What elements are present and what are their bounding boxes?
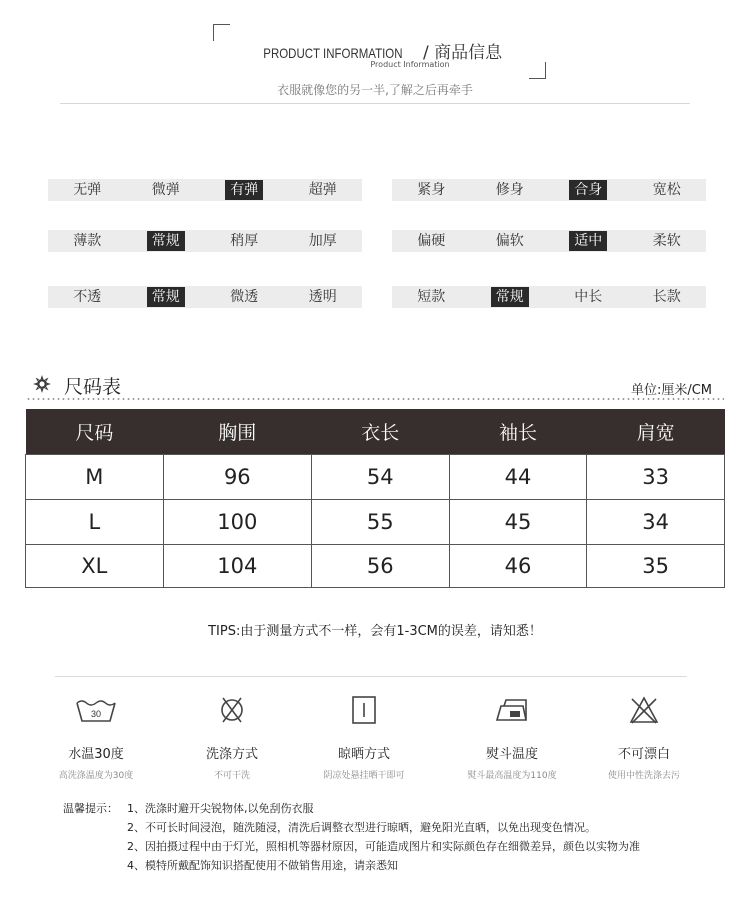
attribute-option-label: 超弹 [308,182,337,198]
care-item-washing-method [162,695,302,781]
wash-30-icon [74,695,118,725]
attribute-option-label: 修身 [495,182,524,198]
care-label: 洗涤方式 [205,747,258,762]
attribute-option [205,230,284,252]
header-sleeve: 袖长 [449,409,587,455]
attribute-row [48,286,362,308]
header-shoulder: 肩宽 [587,409,725,455]
attribute-option [392,230,471,252]
attribute-option [127,179,206,201]
attribute-option [48,230,127,252]
attribute-option [628,230,707,252]
attribute-option-selected: 常规 [147,231,185,251]
cell-chest: 100 [163,500,311,545]
attribute-option-label: 薄款 [73,233,102,249]
attribute-option-label: 柔软 [652,233,681,249]
line-dry-icon [342,695,386,725]
size-table [25,409,725,588]
reminder-item: 1、洗涤时避开尖锐物体,以免刮伤衣服 [127,802,314,815]
size-chart-title: 尺码表 [64,376,122,398]
attribute-row [392,179,706,201]
sun-badge-icon [33,375,51,393]
cell-size: XL [26,545,164,588]
size-table-header-row [26,409,725,455]
attribute-option [549,286,628,308]
attribute-group-left [48,179,362,308]
attribute-option [284,286,363,308]
attribute-option [205,286,284,308]
care-sublabel: 熨斗最高温度为110度 [467,771,557,781]
reminder-item: 2、因拍摄过程中由于灯光，照相机等器材原因，可能造成图片和实际颜色存在细微差异，颜色以实物为准 [127,840,640,853]
cell-shoulder: 33 [587,455,725,500]
attribute-option [392,179,471,201]
care-item-drying [294,695,434,781]
attribute-option [392,286,471,308]
care-label: 不可漂白 [617,747,670,762]
care-label: 熨斗温度 [485,747,538,762]
care-divider [55,676,687,677]
reminder-label: 温馨提示： [63,802,118,815]
attribute-option-label: 长款 [652,289,681,305]
attribute-option-label: 偏软 [495,233,524,249]
attribute-option [549,179,628,201]
care-label: 晾晒方式 [337,747,390,762]
reminder-item: 2、不可长时间浸泡，随洗随浸，清洗后调整衣型进行晾晒，避免阳光直晒，以免出现变色情况。 [127,821,596,834]
attribute-option-label: 宽松 [652,182,681,198]
attribute-option [628,286,707,308]
attribute-option [48,179,127,201]
attribute-option-selected: 常规 [491,287,529,307]
attribute-option [284,179,363,201]
attribute-row [392,286,706,308]
attribute-option-label: 加厚 [308,233,337,249]
attribute-option-selected: 合身 [569,180,607,200]
reminder-item: 4、模特所戴配饰知识搭配使用不做销售用途，请亲悉知 [127,859,398,872]
attribute-option-label: 中长 [574,289,603,305]
table-row [26,500,725,545]
reminder-list [127,799,747,875]
attribute-option [127,230,206,252]
cell-size: M [26,455,164,500]
cell-chest: 104 [163,545,311,588]
care-sublabel: 高洗涤温度为30度 [58,771,134,781]
attribute-option-label: 稍厚 [230,233,259,249]
cell-sleeve: 46 [449,545,587,588]
attribute-option-label: 短款 [417,289,446,305]
attribute-option [471,230,550,252]
attribute-group-right [392,179,706,308]
cell-length: 56 [311,545,449,588]
attribute-row [48,230,362,252]
attribute-option [48,286,127,308]
attribute-option [549,230,628,252]
attribute-option [628,179,707,201]
attribute-option-label: 透明 [308,289,337,305]
care-sublabel: 使用中性洗涤去污 [607,771,680,781]
care-item-ironing [442,695,582,781]
attribute-option-label: 偏硬 [417,233,446,249]
cell-shoulder: 35 [587,545,725,588]
table-row [26,545,725,588]
iron-icon [490,695,534,725]
attribute-option [205,179,284,201]
header-divider [60,103,690,104]
attribute-option [127,286,206,308]
attribute-option-selected: 适中 [569,231,607,251]
attribute-option [471,179,550,201]
care-sublabel: 不可干洗 [213,771,250,781]
cell-chest: 96 [163,455,311,500]
table-row [26,455,725,500]
attribute-option-label: 紧身 [417,182,446,198]
no-bleach-icon [622,695,666,725]
cell-size: L [26,500,164,545]
header-size: 尺码 [26,409,164,455]
tips-text: TIPS:由于测量方式不一样，会有1-3CM的误差，请知悉！ [208,624,542,639]
header-length: 衣长 [311,409,449,455]
care-label: 水温30度 [68,747,124,762]
cell-sleeve: 44 [449,455,587,500]
attribute-option-label: 无弹 [73,182,102,198]
attribute-option-selected: 有弹 [225,180,263,200]
care-sublabel: 阴凉处悬挂晒干即可 [323,771,405,781]
header-chest: 胸围 [163,409,311,455]
attribute-row [392,230,706,252]
page-title-en: PRODUCT INFORMATION [263,45,403,61]
cell-length: 54 [311,455,449,500]
attribute-option-label: 微弹 [151,182,180,198]
attribute-option-label: 不透 [73,289,102,305]
cell-sleeve: 45 [449,500,587,545]
dotted-divider [26,398,724,400]
attribute-row [48,179,362,201]
attribute-option [284,230,363,252]
no-tumble-dry-icon [210,695,254,725]
page-title-separator: / [423,43,429,63]
care-item-wash [26,695,166,781]
size-chart-unit: 单位:厘米/CM [630,383,712,398]
page-title-cn: 商品信息 [434,43,503,63]
page-slogan: 衣服就像您的另一半,了解之后再牵手 [277,83,473,97]
attribute-option [471,286,550,308]
attribute-option-selected: 常规 [147,287,185,307]
care-item-bleach [574,695,714,781]
cell-shoulder: 34 [587,500,725,545]
page-subtitle: Product Information [370,60,450,69]
wash-temperature-text: 30 [90,709,102,719]
attribute-option-label: 微透 [230,289,259,305]
cell-length: 55 [311,500,449,545]
